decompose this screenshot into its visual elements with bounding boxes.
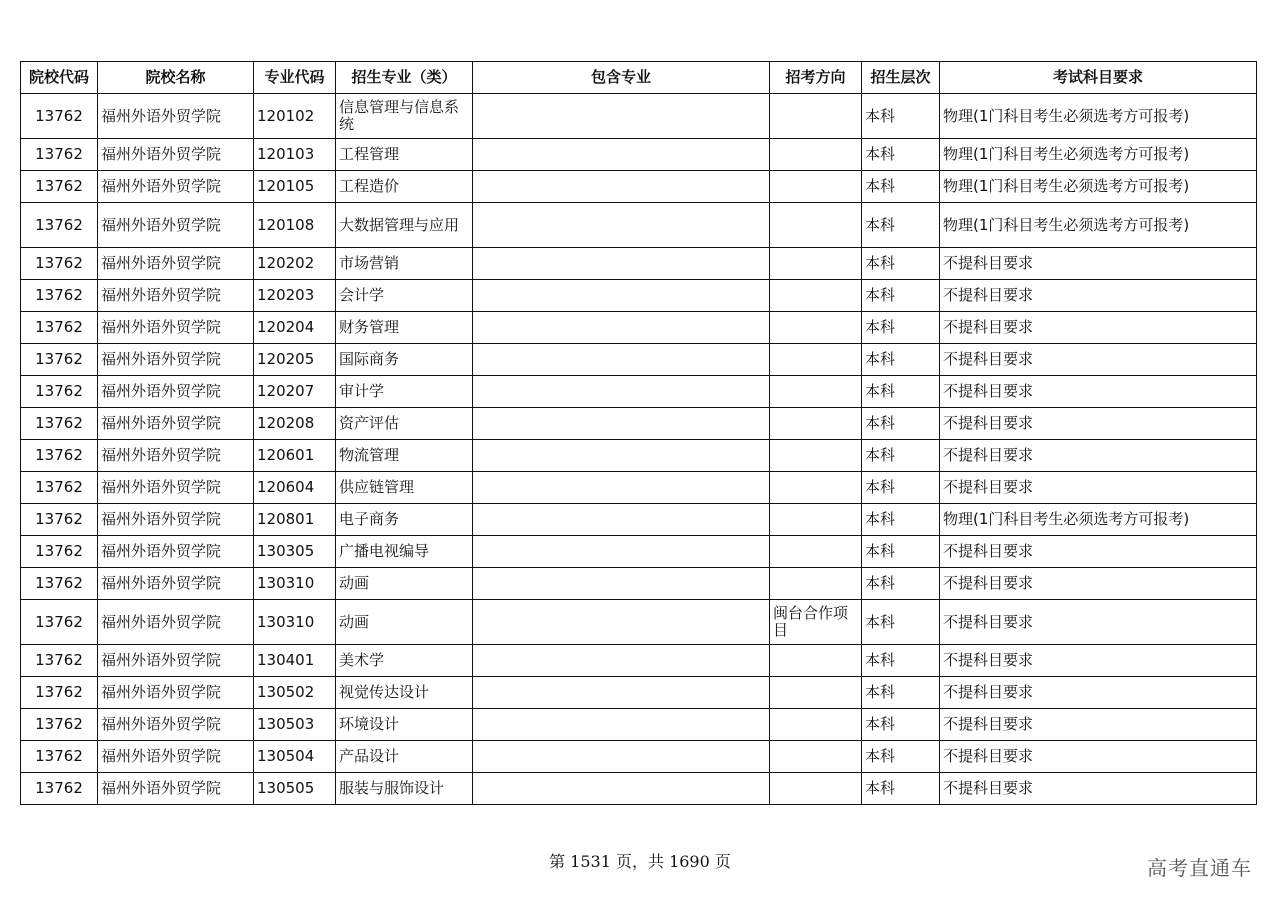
cell-includes xyxy=(473,600,770,645)
table-row xyxy=(21,773,1257,805)
table-row xyxy=(21,536,1257,568)
cell-school-code: 13762 xyxy=(21,536,98,568)
cell-major-code: 130505 xyxy=(254,773,336,805)
cell-major: 物流管理 xyxy=(336,440,473,472)
cell-direction xyxy=(770,536,862,568)
header-includes: 包含专业 xyxy=(473,62,770,94)
cell-school-name: 福州外语外贸学院 xyxy=(98,280,254,312)
header-level: 招生层次 xyxy=(862,62,940,94)
cell-includes xyxy=(473,773,770,805)
cell-major-code: 130503 xyxy=(254,709,336,741)
cell-major-code: 120601 xyxy=(254,440,336,472)
cell-direction: 闽台合作项目 xyxy=(770,600,862,645)
cell-direction xyxy=(770,280,862,312)
cell-school-name: 福州外语外贸学院 xyxy=(98,536,254,568)
cell-requirement: 不提科目要求 xyxy=(940,568,1257,600)
cell-requirement: 不提科目要求 xyxy=(940,741,1257,773)
cell-major-code: 120103 xyxy=(254,139,336,171)
cell-requirement: 不提科目要求 xyxy=(940,472,1257,504)
watermark-text: 高考直通车 xyxy=(1147,856,1252,880)
table-row xyxy=(21,94,1257,139)
cell-includes xyxy=(473,645,770,677)
cell-major: 产品设计 xyxy=(336,741,473,773)
cell-school-code: 13762 xyxy=(21,203,98,248)
cell-major-code: 120202 xyxy=(254,248,336,280)
cell-direction xyxy=(770,94,862,139)
cell-requirement: 不提科目要求 xyxy=(940,280,1257,312)
cell-major: 审计学 xyxy=(336,376,473,408)
cell-major: 工程造价 xyxy=(336,171,473,203)
cell-level: 本科 xyxy=(862,645,940,677)
header-direction: 招考方向 xyxy=(770,62,862,94)
cell-level: 本科 xyxy=(862,440,940,472)
cell-includes xyxy=(473,472,770,504)
cell-requirement: 不提科目要求 xyxy=(940,312,1257,344)
cell-direction xyxy=(770,344,862,376)
table-row xyxy=(21,677,1257,709)
cell-level: 本科 xyxy=(862,139,940,171)
cell-school-name: 福州外语外贸学院 xyxy=(98,645,254,677)
cell-requirement: 不提科目要求 xyxy=(940,709,1257,741)
header-school-name: 院校名称 xyxy=(98,62,254,94)
table-row xyxy=(21,709,1257,741)
header-major-code: 专业代码 xyxy=(254,62,336,94)
cell-requirement: 不提科目要求 xyxy=(940,773,1257,805)
cell-major-code: 120204 xyxy=(254,312,336,344)
cell-major: 视觉传达设计 xyxy=(336,677,473,709)
table-row xyxy=(21,741,1257,773)
cell-level: 本科 xyxy=(862,171,940,203)
table-row xyxy=(21,568,1257,600)
cell-level: 本科 xyxy=(862,773,940,805)
cell-includes xyxy=(473,568,770,600)
cell-level: 本科 xyxy=(862,203,940,248)
cell-school-name: 福州外语外贸学院 xyxy=(98,171,254,203)
cell-direction xyxy=(770,139,862,171)
cell-major: 环境设计 xyxy=(336,709,473,741)
cell-includes xyxy=(473,408,770,440)
cell-level: 本科 xyxy=(862,408,940,440)
cell-major: 动画 xyxy=(336,568,473,600)
cell-direction xyxy=(770,408,862,440)
cell-direction xyxy=(770,248,862,280)
table-row xyxy=(21,408,1257,440)
cell-major: 财务管理 xyxy=(336,312,473,344)
cell-direction xyxy=(770,312,862,344)
cell-school-name: 福州外语外贸学院 xyxy=(98,203,254,248)
table-row xyxy=(21,376,1257,408)
table-row xyxy=(21,645,1257,677)
cell-requirement: 不提科目要求 xyxy=(940,248,1257,280)
cell-includes xyxy=(473,280,770,312)
cell-level: 本科 xyxy=(862,248,940,280)
cell-school-name: 福州外语外贸学院 xyxy=(98,709,254,741)
cell-major: 市场营销 xyxy=(336,248,473,280)
cell-school-code: 13762 xyxy=(21,709,98,741)
cell-school-code: 13762 xyxy=(21,171,98,203)
cell-includes xyxy=(473,344,770,376)
cell-requirement: 物理(1门科目考生必须选考方可报考) xyxy=(940,203,1257,248)
cell-school-name: 福州外语外贸学院 xyxy=(98,248,254,280)
cell-school-code: 13762 xyxy=(21,741,98,773)
cell-major-code: 130504 xyxy=(254,741,336,773)
cell-requirement: 不提科目要求 xyxy=(940,645,1257,677)
cell-level: 本科 xyxy=(862,344,940,376)
table-row xyxy=(21,472,1257,504)
cell-school-code: 13762 xyxy=(21,94,98,139)
cell-school-code: 13762 xyxy=(21,139,98,171)
cell-school-code: 13762 xyxy=(21,504,98,536)
cell-major-code: 130502 xyxy=(254,677,336,709)
cell-school-name: 福州外语外贸学院 xyxy=(98,472,254,504)
cell-major: 资产评估 xyxy=(336,408,473,440)
table-row xyxy=(21,280,1257,312)
cell-major-code: 130310 xyxy=(254,568,336,600)
cell-major-code: 120801 xyxy=(254,504,336,536)
header-requirement: 考试科目要求 xyxy=(940,62,1257,94)
cell-school-code: 13762 xyxy=(21,645,98,677)
cell-level: 本科 xyxy=(862,677,940,709)
cell-direction xyxy=(770,677,862,709)
cell-level: 本科 xyxy=(862,94,940,139)
cell-school-name: 福州外语外贸学院 xyxy=(98,504,254,536)
cell-school-code: 13762 xyxy=(21,344,98,376)
header-school-code: 院校代码 xyxy=(21,62,98,94)
cell-major: 工程管理 xyxy=(336,139,473,171)
cell-major-code: 120102 xyxy=(254,94,336,139)
cell-major-code: 130401 xyxy=(254,645,336,677)
table-row xyxy=(21,312,1257,344)
cell-direction xyxy=(770,568,862,600)
cell-school-name: 福州外语外贸学院 xyxy=(98,741,254,773)
cell-school-code: 13762 xyxy=(21,248,98,280)
table-row xyxy=(21,600,1257,645)
cell-direction xyxy=(770,709,862,741)
cell-major: 电子商务 xyxy=(336,504,473,536)
cell-level: 本科 xyxy=(862,280,940,312)
cell-includes xyxy=(473,312,770,344)
cell-direction xyxy=(770,741,862,773)
cell-level: 本科 xyxy=(862,600,940,645)
cell-level: 本科 xyxy=(862,568,940,600)
cell-school-code: 13762 xyxy=(21,440,98,472)
cell-direction xyxy=(770,440,862,472)
table-row xyxy=(21,203,1257,248)
cell-direction xyxy=(770,773,862,805)
cell-school-code: 13762 xyxy=(21,280,98,312)
cell-major-code: 130305 xyxy=(254,536,336,568)
cell-level: 本科 xyxy=(862,504,940,536)
cell-requirement: 不提科目要求 xyxy=(940,376,1257,408)
cell-requirement: 物理(1门科目考生必须选考方可报考) xyxy=(940,171,1257,203)
cell-requirement: 不提科目要求 xyxy=(940,440,1257,472)
cell-requirement: 物理(1门科目考生必须选考方可报考) xyxy=(940,504,1257,536)
cell-major-code: 120207 xyxy=(254,376,336,408)
cell-major-code: 120208 xyxy=(254,408,336,440)
cell-major-code: 120108 xyxy=(254,203,336,248)
cell-major-code: 130310 xyxy=(254,600,336,645)
table-row xyxy=(21,171,1257,203)
cell-requirement: 不提科目要求 xyxy=(940,677,1257,709)
cell-includes xyxy=(473,536,770,568)
cell-major: 供应链管理 xyxy=(336,472,473,504)
cell-school-code: 13762 xyxy=(21,568,98,600)
cell-includes xyxy=(473,248,770,280)
cell-school-name: 福州外语外贸学院 xyxy=(98,376,254,408)
cell-major: 动画 xyxy=(336,600,473,645)
cell-requirement: 不提科目要求 xyxy=(940,536,1257,568)
cell-major: 服装与服饰设计 xyxy=(336,773,473,805)
cell-includes xyxy=(473,504,770,536)
cell-level: 本科 xyxy=(862,709,940,741)
cell-school-code: 13762 xyxy=(21,600,98,645)
cell-school-name: 福州外语外贸学院 xyxy=(98,344,254,376)
cell-school-code: 13762 xyxy=(21,472,98,504)
cell-school-name: 福州外语外贸学院 xyxy=(98,677,254,709)
cell-includes xyxy=(473,376,770,408)
cell-includes xyxy=(473,171,770,203)
cell-major-code: 120604 xyxy=(254,472,336,504)
cell-level: 本科 xyxy=(862,312,940,344)
cell-includes xyxy=(473,203,770,248)
cell-major: 大数据管理与应用 xyxy=(336,203,473,248)
cell-major: 信息管理与信息系统 xyxy=(336,94,473,139)
table-body xyxy=(21,94,1257,805)
cell-school-name: 福州外语外贸学院 xyxy=(98,568,254,600)
header-row xyxy=(21,62,1257,94)
cell-school-name: 福州外语外贸学院 xyxy=(98,440,254,472)
cell-includes xyxy=(473,139,770,171)
page-number: 第 1531 页，共 1690 页 xyxy=(549,852,731,871)
cell-school-name: 福州外语外贸学院 xyxy=(98,600,254,645)
cell-major-code: 120203 xyxy=(254,280,336,312)
cell-direction xyxy=(770,376,862,408)
cell-direction xyxy=(770,472,862,504)
cell-school-code: 13762 xyxy=(21,312,98,344)
cell-includes xyxy=(473,741,770,773)
cell-school-name: 福州外语外贸学院 xyxy=(98,773,254,805)
cell-school-code: 13762 xyxy=(21,677,98,709)
table-row xyxy=(21,440,1257,472)
cell-major: 国际商务 xyxy=(336,344,473,376)
table-row xyxy=(21,139,1257,171)
cell-school-code: 13762 xyxy=(21,773,98,805)
cell-school-name: 福州外语外贸学院 xyxy=(98,139,254,171)
cell-school-code: 13762 xyxy=(21,408,98,440)
cell-requirement: 不提科目要求 xyxy=(940,344,1257,376)
cell-level: 本科 xyxy=(862,472,940,504)
cell-includes xyxy=(473,677,770,709)
cell-major-code: 120105 xyxy=(254,171,336,203)
cell-school-name: 福州外语外贸学院 xyxy=(98,94,254,139)
cell-major-code: 120205 xyxy=(254,344,336,376)
cell-major: 广播电视编导 xyxy=(336,536,473,568)
cell-requirement: 物理(1门科目考生必须选考方可报考) xyxy=(940,139,1257,171)
cell-direction xyxy=(770,504,862,536)
cell-major: 美术学 xyxy=(336,645,473,677)
cell-school-code: 13762 xyxy=(21,376,98,408)
cell-includes xyxy=(473,440,770,472)
cell-requirement: 不提科目要求 xyxy=(940,408,1257,440)
admissions-table xyxy=(20,61,1257,805)
cell-school-name: 福州外语外贸学院 xyxy=(98,408,254,440)
cell-direction xyxy=(770,171,862,203)
cell-level: 本科 xyxy=(862,536,940,568)
table-row xyxy=(21,344,1257,376)
cell-direction xyxy=(770,645,862,677)
cell-requirement: 不提科目要求 xyxy=(940,600,1257,645)
cell-level: 本科 xyxy=(862,376,940,408)
cell-requirement: 物理(1门科目考生必须选考方可报考) xyxy=(940,94,1257,139)
table-row xyxy=(21,504,1257,536)
cell-direction xyxy=(770,203,862,248)
header-major: 招生专业（类） xyxy=(336,62,473,94)
cell-major: 会计学 xyxy=(336,280,473,312)
cell-level: 本科 xyxy=(862,741,940,773)
cell-includes xyxy=(473,709,770,741)
cell-school-name: 福州外语外贸学院 xyxy=(98,312,254,344)
cell-includes xyxy=(473,94,770,139)
table-row xyxy=(21,248,1257,280)
